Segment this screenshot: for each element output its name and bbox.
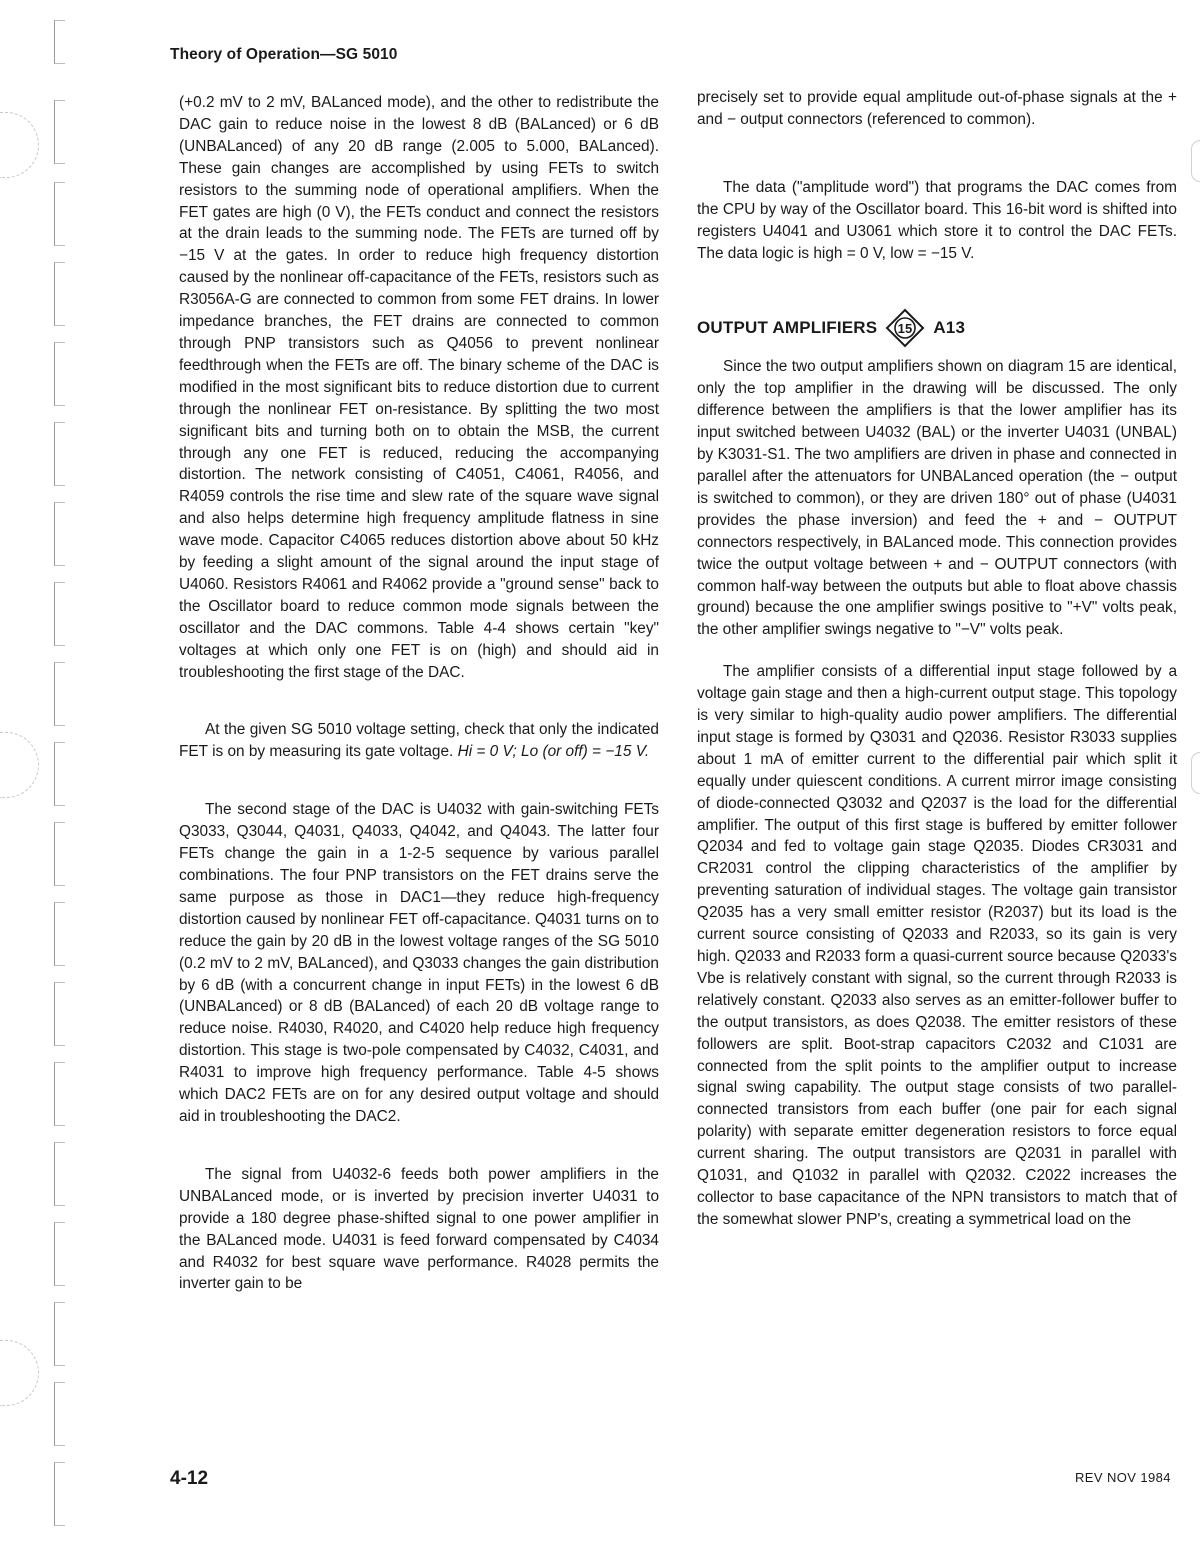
board-designator: A13 [933, 318, 966, 338]
paragraph-text: At the given SG 5010 voltage setting, check that only the indicated FET is on by measuring its gate voltage. [179, 721, 659, 761]
left-column [179, 92, 659, 1295]
edge-mark [54, 662, 65, 726]
edge-mark [54, 422, 65, 486]
edge-mark [54, 582, 65, 646]
right-column [697, 87, 1177, 1231]
paragraph: The amplifier consists of a differential input stage followed by a voltage gain stage and then a high-current output stage. This topology is very similar to high-quality audio power amplifiers. The differential input stage is formed by Q3031 and Q2036. Resistor R3033 supplies about 1 mA of emitter current to the differential pair which split it equally under quiescent conditions. A current mirror image consisting of diode-connected Q3032 and Q2037 is the load for the differential amplifier. The output of this first stage is buffered by emitter follower Q2034 and fed to voltage gain stage Q2035. Diodes CR3031 and CR2031 control the clipping characteristics of the amplifier by preventing saturation of individual stages. The voltage gain transistor Q2035 has a very small emitter resistor (R2037) but its load is the current source consisting of Q2033 and R2033, so its gain is very high. Q2033 and R2033 form a quasi-current source because Q2033's Vbe is relatively constant with signal, so the current through R2033 is relatively constant. Q2033 also serves as an emitter-follower buffer to the output transistors, as does Q2038. The emitter resistors of these followers are split. Boot-strap capacitors C2032 and C1031 are connected from the split points to the amplifier output to increase signal swing capability. The output stage consists of two parallel-connected transistors from each buffer (one pair for each signal polarity) with separate emitter degeneration resistors to force equal current sharing. The output transistors are Q2031 in parallel with Q1031, and Q1032 in parallel with Q2032. C2022 increases the collector to base capacitance of the NPN transistors to match that of the somewhat slower PNP's, creating a symmetrical load on the [697, 663, 1177, 1228]
section-heading [697, 308, 1177, 348]
paragraph: The second stage of the DAC is U4032 with gain-switching FETs Q3033, Q3044, Q4031, Q4033, Q4042, and Q4043. The latter four FETs change the gain in a 1-2-5 sequence by various parallel combinations. The four PNP transistors on the FET drains serve the same purpose as those in DAC1—they reduce high-frequency distortion caused by nonlinear FET off-capacitance. Q4031 turns on to reduce the gain by 20 dB in the lowest voltage ranges of the SG 5010 (0.2 mV to 2 mV, BALanced), and Q3033 changes the gain distribution by 6 dB (with a concurrent change in input FETs) in the lowest 6 dB (UNBALanced) or 8 dB (BALanced) of each 20 dB voltage range to reduce noise. R4030, R4020, and C4020 help reduce high frequency distortion. This stage is two-pole compensated by C4032, C4031, and R4031 to improve high frequency performance. Table 4-5 shows which DAC2 FETs are on for any desired output voltage and should aid in troubleshooting the DAC2. [179, 801, 659, 1125]
binder-hole-mark [1191, 752, 1200, 794]
paragraph [179, 719, 659, 763]
paragraph: The signal from U4032-6 feeds both power amplifiers in the UNBALanced mode, or is inverted by precision inverter U4031 to provide a 180 degree phase-shifted signal to one power amplifier in the BALanced mode. U4031 is feed forward compensated by C4034 and R4032 for best square wave performance. R4028 permits the inverter gain to be [179, 1165, 659, 1293]
running-header: Theory of Operation—SG 5010 [170, 46, 398, 63]
page-number: 4-12 [170, 1468, 209, 1489]
diagram-number: 15 [897, 321, 913, 337]
revision-date: REV NOV 1984 [1075, 1470, 1171, 1485]
paragraph: Since the two output amplifiers shown on diagram 15 are identical, only the top amplifier in the drawing will be discussed. The only difference between the amplifiers is that the lower amplifier has its input switched between U4032 (BAL) or the inverter U4031 (UNBAL) by K3031-S1. The two amplifiers are driven in phase and connected in parallel after the attenuators for UNBALanced operation (the − output is switched to common), or they are driven 180° out of phase (U4031 provides the phase inversion) and feed the + and − OUTPUT connectors respectively, in BALanced mode. This connection provides twice the output voltage between + and − OUTPUT connectors (with common half-way between the outputs but able to float above chassis ground) because the one amplifier swings positive to "+V" volts peak, the other amplifier swings negative to "−V" volts peak. [697, 358, 1177, 639]
paragraph: (+0.2 mV to 2 mV, BALanced mode), and the other to redistribute the DAC gain to reduce noise in the lowest 8 dB (BALanced) or 6 dB (UNBALanced) of any 20 dB range (2.005 to 5.000, BALanced). These gain changes are accomplished by using FETs to switch resistors to the summing node of operational amplifiers. When the FET gates are high (0 V), the FETs conduct and connect the resistors at the drain leads to the summing node. The FETs are turned off by −15 V at the gates. In order to reduce high frequency distortion caused by the nonlinear off-capacitance of the FETs, resistors such as R3056A-G are connected to common from some FET drains. In lower impedance branches, the FET drains are connected to common through PNP transistors such as Q4056 to prevent nonlinear feedthrough when the FETs are off. The binary scheme of the DAC is modified in the most significant bits to reduce distortion due to current through the nonlinear FET on-resistance. By splitting the two most significant bits and turning both on to obtain the MSB, the current through any one FET is reduced, reducing the accompanying distortion. The network consisting of C4051, C4061, R4056, and R4059 controls the rise time and slew rate of the square wave signal and also helps determine high frequency amplitude flatness in sine wave mode. Capacitor C4065 reduces distortion above about 50 kHz by feeding a slight amount of the signal around the input stage of U4060. Resistors R4061 and R4062 provide a "ground sense" back to the Oscillator board to reduce common mode signals between the oscillator and the DAC commons. Table 4-4 shows certain "key" voltages at which only one FET is on (high) and should aid in troubleshooting the first stage of the DAC. [179, 94, 659, 681]
edge-mark [54, 100, 65, 164]
edge-mark [54, 822, 65, 886]
gate-voltage-note: Hi = 0 V; Lo (or off) = −15 V. [457, 743, 650, 761]
binder-hole-mark [1191, 140, 1200, 182]
edge-mark [54, 902, 65, 966]
edge-mark [54, 1222, 65, 1286]
paragraph: precisely set to provide equal amplitude out-of-phase signals at the + and − output connectors (referenced to common). [697, 89, 1177, 128]
section-title: OUTPUT AMPLIFIERS [697, 318, 878, 338]
edge-mark [54, 742, 65, 806]
edge-mark [54, 1302, 65, 1366]
edge-mark [54, 1062, 65, 1126]
edge-mark [54, 20, 65, 64]
edge-mark [54, 982, 65, 1046]
edge-mark [54, 502, 65, 566]
binder-hole-mark [0, 732, 39, 798]
edge-mark [54, 1382, 65, 1446]
edge-mark [54, 1142, 65, 1206]
paragraph: The data ("amplitude word") that programs the DAC comes from the CPU by way of the Oscillator board. This 16-bit word is shifted into registers U4041 and U3061 which store it to control the DAC FETs. The data logic is high = 0 V, low = −15 V. [697, 178, 1177, 262]
edge-mark [54, 182, 65, 246]
binder-hole-mark [0, 112, 39, 178]
edge-mark [54, 262, 65, 326]
edge-mark [54, 342, 65, 406]
edge-mark [54, 1462, 65, 1526]
diagram-diamond-icon [885, 308, 925, 348]
binder-hole-mark [0, 1340, 39, 1406]
